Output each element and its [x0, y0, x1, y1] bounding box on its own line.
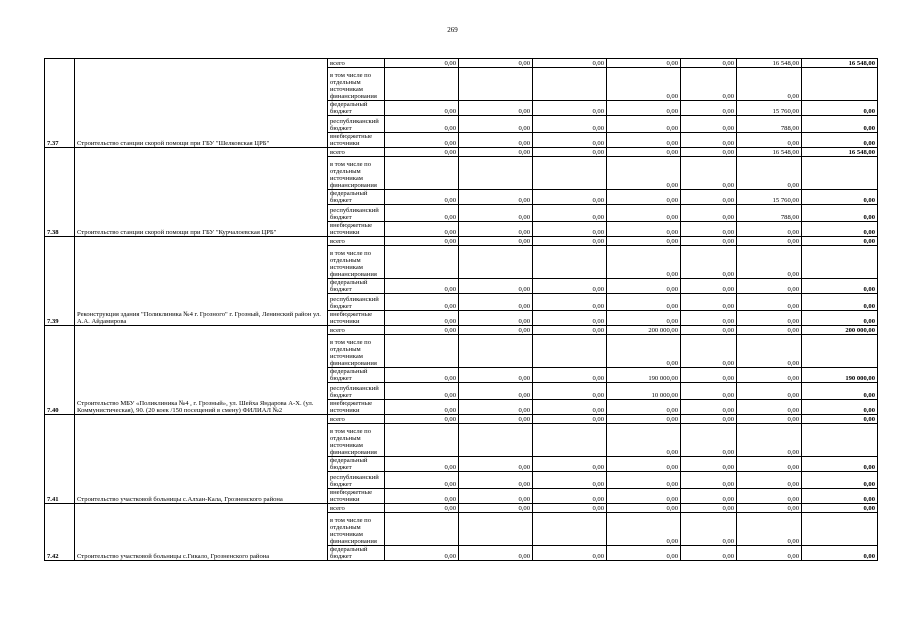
funding-source-label: республиканский бюджет: [328, 472, 385, 489]
value-cell: 0,00: [385, 101, 459, 116]
value-cell: 0,00: [533, 116, 607, 133]
value-cell: 0,00: [737, 400, 802, 415]
total-cell: [802, 246, 878, 279]
value-cell: 0,00: [533, 546, 607, 561]
budget-table: [44, 58, 878, 561]
value-cell: 0,00: [459, 148, 533, 157]
value-cell: 0,00: [607, 279, 681, 294]
funding-source-label: в том числе по отдельным источникам финансирования: [328, 424, 385, 457]
value-cell: 0,00: [681, 101, 737, 116]
value-cell: 0,00: [385, 400, 459, 415]
value-cell: 0,00: [459, 504, 533, 513]
value-cell: 0,00: [681, 294, 737, 311]
value-cell: 0,00: [681, 133, 737, 148]
total-cell: 16 548,00: [802, 59, 878, 68]
value-cell: 0,00: [385, 472, 459, 489]
value-cell: 0,00: [607, 205, 681, 222]
project-name: Строительство участковой больницы с.Алхан-Кала, Грозненского района: [75, 415, 328, 504]
value-cell: 0,00: [681, 222, 737, 237]
value-cell: 0,00: [737, 368, 802, 383]
value-cell: [459, 513, 533, 546]
value-cell: 0,00: [385, 190, 459, 205]
value-cell: 0,00: [737, 335, 802, 368]
project-name: Строительство МБУ «Поликлиника №4 , г. Грозный», ул. Шейха Яндарова А-Х. (ул. Коммунистическая), 90. (20 коек /150 посещений в смену) ФИЛИАЛ №2: [75, 326, 328, 415]
value-cell: 0,00: [459, 101, 533, 116]
value-cell: 0,00: [737, 222, 802, 237]
value-cell: 0,00: [607, 68, 681, 101]
total-cell: 0,00: [802, 457, 878, 472]
total-cell: [802, 157, 878, 190]
table-row: [45, 148, 878, 157]
total-cell: 0,00: [802, 546, 878, 561]
value-cell: 0,00: [737, 246, 802, 279]
value-cell: 16 548,00: [737, 59, 802, 68]
total-cell: 0,00: [802, 116, 878, 133]
value-cell: 0,00: [385, 294, 459, 311]
value-cell: 0,00: [681, 400, 737, 415]
value-cell: 0,00: [385, 237, 459, 246]
value-cell: [533, 335, 607, 368]
value-cell: 0,00: [737, 279, 802, 294]
value-cell: 0,00: [385, 222, 459, 237]
value-cell: 0,00: [459, 457, 533, 472]
value-cell: 0,00: [607, 311, 681, 326]
project-number: 7.40: [45, 326, 75, 415]
value-cell: 0,00: [737, 472, 802, 489]
value-cell: 0,00: [533, 237, 607, 246]
funding-source-label: в том числе по отдельным источникам финансирования: [328, 68, 385, 101]
value-cell: 0,00: [607, 237, 681, 246]
funding-source-label: федеральный бюджет: [328, 101, 385, 116]
value-cell: 0,00: [533, 368, 607, 383]
value-cell: 0,00: [737, 424, 802, 457]
value-cell: 0,00: [607, 116, 681, 133]
value-cell: 0,00: [737, 489, 802, 504]
value-cell: 0,00: [533, 101, 607, 116]
value-cell: 0,00: [385, 148, 459, 157]
value-cell: 0,00: [459, 400, 533, 415]
value-cell: 0,00: [385, 205, 459, 222]
total-cell: 0,00: [802, 237, 878, 246]
funding-source-label: в том числе по отдельным источникам финансирования: [328, 513, 385, 546]
value-cell: 0,00: [681, 246, 737, 279]
value-cell: 0,00: [385, 489, 459, 504]
value-cell: 0,00: [681, 424, 737, 457]
value-cell: 0,00: [607, 190, 681, 205]
value-cell: 0,00: [607, 415, 681, 424]
value-cell: 0,00: [607, 294, 681, 311]
value-cell: 16 548,00: [737, 148, 802, 157]
value-cell: 0,00: [459, 116, 533, 133]
project-name: Реконструкция здания "Поликлиника №4 г. Грозного" г. Грозный, Ленинский район ул. А.А. Айдамирова: [75, 237, 328, 326]
funding-source-label: республиканский бюджет: [328, 294, 385, 311]
value-cell: 0,00: [737, 504, 802, 513]
value-cell: 0,00: [607, 513, 681, 546]
value-cell: [533, 68, 607, 101]
value-cell: 0,00: [533, 294, 607, 311]
value-cell: [385, 513, 459, 546]
value-cell: [459, 246, 533, 279]
value-cell: 0,00: [681, 326, 737, 335]
value-cell: 0,00: [533, 400, 607, 415]
value-cell: 0,00: [459, 222, 533, 237]
value-cell: 0,00: [681, 59, 737, 68]
value-cell: 0,00: [459, 472, 533, 489]
value-cell: 0,00: [459, 237, 533, 246]
project-number: 7.39: [45, 237, 75, 326]
value-cell: 0,00: [607, 546, 681, 561]
value-cell: [533, 513, 607, 546]
value-cell: 0,00: [459, 311, 533, 326]
funding-source-label: всего: [328, 148, 385, 157]
value-cell: 0,00: [681, 311, 737, 326]
value-cell: 0,00: [681, 279, 737, 294]
funding-source-label: внебюджетные источники: [328, 400, 385, 415]
table-row: [45, 237, 878, 246]
value-cell: 0,00: [385, 383, 459, 400]
project-number: 7.41: [45, 415, 75, 504]
value-cell: 200 000,00: [607, 326, 681, 335]
budget-table-body: [45, 59, 878, 561]
total-cell: 0,00: [802, 101, 878, 116]
value-cell: 0,00: [385, 59, 459, 68]
total-cell: 200 000,00: [802, 326, 878, 335]
value-cell: 0,00: [737, 133, 802, 148]
value-cell: 15 760,00: [737, 101, 802, 116]
total-cell: 0,00: [802, 383, 878, 400]
value-cell: 0,00: [533, 383, 607, 400]
total-cell: 0,00: [802, 222, 878, 237]
value-cell: 0,00: [681, 335, 737, 368]
total-cell: 190 000,00: [802, 368, 878, 383]
funding-source-label: федеральный бюджет: [328, 546, 385, 561]
total-cell: 0,00: [802, 133, 878, 148]
funding-source-label: всего: [328, 237, 385, 246]
value-cell: 0,00: [737, 457, 802, 472]
value-cell: 0,00: [681, 205, 737, 222]
value-cell: 0,00: [385, 116, 459, 133]
funding-source-label: республиканский бюджет: [328, 205, 385, 222]
funding-source-label: республиканский бюджет: [328, 383, 385, 400]
value-cell: [385, 246, 459, 279]
funding-source-label: федеральный бюджет: [328, 190, 385, 205]
value-cell: 0,00: [385, 546, 459, 561]
funding-source-label: федеральный бюджет: [328, 279, 385, 294]
value-cell: 0,00: [607, 133, 681, 148]
value-cell: 0,00: [459, 489, 533, 504]
value-cell: 0,00: [385, 279, 459, 294]
value-cell: 0,00: [681, 383, 737, 400]
value-cell: 0,00: [459, 415, 533, 424]
value-cell: 0,00: [607, 457, 681, 472]
total-cell: 0,00: [802, 415, 878, 424]
value-cell: 0,00: [681, 368, 737, 383]
value-cell: 0,00: [459, 279, 533, 294]
total-cell: 0,00: [802, 472, 878, 489]
value-cell: 0,00: [681, 116, 737, 133]
value-cell: 0,00: [385, 504, 459, 513]
value-cell: 0,00: [607, 148, 681, 157]
project-name: Строительство станции скорой помощи при ГБУ "Курчалоевская ЦРБ": [75, 148, 328, 237]
value-cell: 0,00: [681, 157, 737, 190]
value-cell: 15 760,00: [737, 190, 802, 205]
value-cell: 0,00: [607, 157, 681, 190]
value-cell: 0,00: [737, 157, 802, 190]
value-cell: 0,00: [533, 326, 607, 335]
value-cell: 0,00: [533, 59, 607, 68]
value-cell: 0,00: [681, 68, 737, 101]
project-name: Строительство станции скорой помощи при ГБУ "Шелковская ЦРБ": [75, 59, 328, 148]
value-cell: 0,00: [737, 237, 802, 246]
total-cell: 0,00: [802, 489, 878, 504]
total-cell: 0,00: [802, 279, 878, 294]
value-cell: 0,00: [459, 294, 533, 311]
value-cell: [459, 335, 533, 368]
value-cell: 0,00: [681, 237, 737, 246]
value-cell: [385, 68, 459, 101]
value-cell: 0,00: [533, 279, 607, 294]
value-cell: 0,00: [737, 546, 802, 561]
value-cell: [533, 157, 607, 190]
value-cell: 0,00: [533, 205, 607, 222]
value-cell: 788,00: [737, 205, 802, 222]
total-cell: 16 548,00: [802, 148, 878, 157]
total-cell: 0,00: [802, 294, 878, 311]
total-cell: 0,00: [802, 504, 878, 513]
value-cell: [459, 157, 533, 190]
total-cell: 0,00: [802, 205, 878, 222]
value-cell: 0,00: [737, 68, 802, 101]
value-cell: 0,00: [533, 489, 607, 504]
value-cell: 0,00: [681, 148, 737, 157]
total-cell: [802, 68, 878, 101]
value-cell: 0,00: [533, 190, 607, 205]
funding-source-label: всего: [328, 415, 385, 424]
value-cell: 0,00: [681, 489, 737, 504]
value-cell: 0,00: [533, 311, 607, 326]
funding-source-label: федеральный бюджет: [328, 368, 385, 383]
value-cell: 0,00: [385, 133, 459, 148]
value-cell: 0,00: [533, 415, 607, 424]
value-cell: 0,00: [459, 190, 533, 205]
funding-source-label: внебюджетные источники: [328, 133, 385, 148]
total-cell: 0,00: [802, 190, 878, 205]
total-cell: [802, 335, 878, 368]
value-cell: 0,00: [607, 335, 681, 368]
funding-source-label: внебюджетные источники: [328, 311, 385, 326]
value-cell: 10 000,00: [607, 383, 681, 400]
value-cell: 0,00: [607, 489, 681, 504]
table-row: [45, 326, 878, 335]
value-cell: 0,00: [737, 294, 802, 311]
funding-source-label: в том числе по отдельным источникам финансирования: [328, 246, 385, 279]
funding-source-label: всего: [328, 59, 385, 68]
value-cell: 0,00: [681, 546, 737, 561]
value-cell: 0,00: [533, 457, 607, 472]
value-cell: 0,00: [385, 415, 459, 424]
project-number: 7.42: [45, 504, 75, 561]
value-cell: 0,00: [607, 222, 681, 237]
value-cell: 0,00: [385, 368, 459, 383]
value-cell: [459, 424, 533, 457]
value-cell: 0,00: [459, 59, 533, 68]
total-cell: 0,00: [802, 311, 878, 326]
value-cell: 0,00: [385, 326, 459, 335]
value-cell: 0,00: [737, 383, 802, 400]
value-cell: 0,00: [459, 368, 533, 383]
value-cell: 0,00: [607, 504, 681, 513]
total-cell: 0,00: [802, 400, 878, 415]
value-cell: 0,00: [533, 133, 607, 148]
project-name: Строительство участковой больницы с.Гикало, Грозненского района: [75, 504, 328, 561]
value-cell: 0,00: [681, 190, 737, 205]
value-cell: 0,00: [533, 472, 607, 489]
value-cell: [385, 424, 459, 457]
value-cell: 0,00: [533, 222, 607, 237]
value-cell: 0,00: [607, 424, 681, 457]
funding-source-label: в том числе по отдельным источникам финансирования: [328, 335, 385, 368]
page-number: 269: [447, 26, 458, 34]
value-cell: 0,00: [385, 311, 459, 326]
value-cell: 0,00: [737, 415, 802, 424]
value-cell: 0,00: [533, 148, 607, 157]
value-cell: 0,00: [607, 472, 681, 489]
funding-source-label: федеральный бюджет: [328, 457, 385, 472]
funding-source-label: внебюджетные источники: [328, 489, 385, 504]
funding-source-label: в том числе по отдельным источникам финансирования: [328, 157, 385, 190]
value-cell: 0,00: [681, 457, 737, 472]
value-cell: 0,00: [681, 472, 737, 489]
value-cell: 0,00: [459, 326, 533, 335]
table-row: [45, 504, 878, 513]
value-cell: 0,00: [737, 311, 802, 326]
value-cell: 0,00: [607, 246, 681, 279]
value-cell: 0,00: [737, 326, 802, 335]
table-row: [45, 415, 878, 424]
value-cell: 0,00: [607, 400, 681, 415]
value-cell: [385, 335, 459, 368]
value-cell: 0,00: [385, 457, 459, 472]
value-cell: 788,00: [737, 116, 802, 133]
value-cell: 0,00: [533, 504, 607, 513]
value-cell: 190 000,00: [607, 368, 681, 383]
value-cell: [459, 68, 533, 101]
total-cell: [802, 513, 878, 546]
value-cell: 0,00: [459, 205, 533, 222]
value-cell: 0,00: [459, 546, 533, 561]
value-cell: 0,00: [459, 133, 533, 148]
funding-source-label: всего: [328, 326, 385, 335]
value-cell: 0,00: [681, 415, 737, 424]
total-cell: [802, 424, 878, 457]
value-cell: [533, 246, 607, 279]
table-row: [45, 59, 878, 68]
value-cell: 0,00: [459, 383, 533, 400]
value-cell: [385, 157, 459, 190]
value-cell: 0,00: [681, 513, 737, 546]
project-number: 7.37: [45, 59, 75, 148]
value-cell: [533, 424, 607, 457]
funding-source-label: всего: [328, 504, 385, 513]
value-cell: 0,00: [607, 59, 681, 68]
project-number: 7.38: [45, 148, 75, 237]
value-cell: 0,00: [737, 513, 802, 546]
funding-source-label: республиканский бюджет: [328, 116, 385, 133]
funding-source-label: внебюджетные источники: [328, 222, 385, 237]
value-cell: 0,00: [681, 504, 737, 513]
value-cell: 0,00: [607, 101, 681, 116]
